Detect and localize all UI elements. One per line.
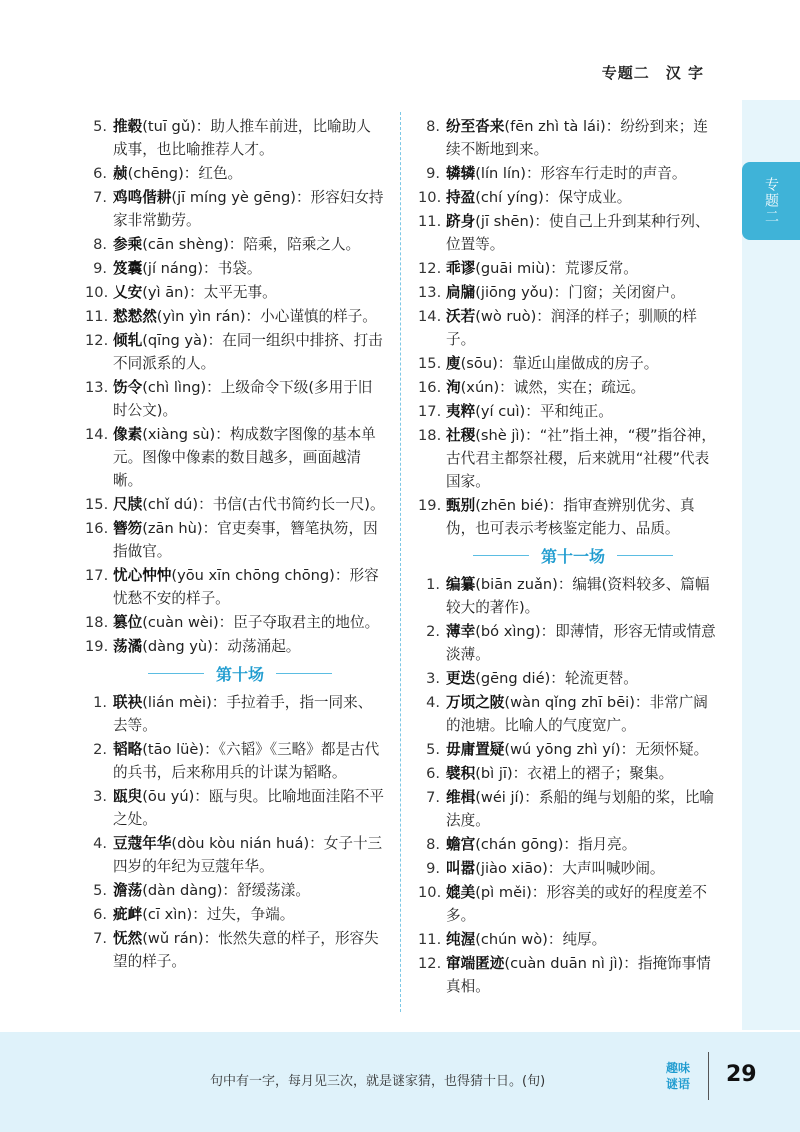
entry-number: 11. xyxy=(418,931,442,948)
entry-body xyxy=(446,952,718,998)
entry-term: 乖谬 xyxy=(446,260,476,277)
vocab-entry xyxy=(85,257,385,280)
entry-term: 叫嚣 xyxy=(446,860,476,877)
page-header: 专题二 汉 字 xyxy=(601,64,704,82)
entry-term: 跻身 xyxy=(446,213,476,230)
entry-number: 15. xyxy=(418,355,442,372)
entry-term: 编纂 xyxy=(446,576,476,593)
entry-body xyxy=(446,667,718,690)
entry-term: 扃牖 xyxy=(446,284,476,301)
vocab-entry xyxy=(85,564,385,610)
entry-term: 辚辚 xyxy=(446,165,476,182)
entry-definition: (fēn zhì tà lái)：纷纷到来；连续不断地到来。 xyxy=(446,118,708,158)
badge-line-2: 谜语 xyxy=(665,1077,690,1091)
vocab-entry xyxy=(85,903,385,926)
entry-body xyxy=(113,903,385,926)
entry-term: 篡位 xyxy=(113,614,143,631)
entry-term: 笈囊 xyxy=(113,260,143,277)
entry-term: 慭慭然 xyxy=(113,308,157,325)
column-divider xyxy=(400,112,401,1012)
entry-body xyxy=(446,210,718,256)
entry-body xyxy=(113,738,385,784)
entry-definition: (wàn qǐng zhī bēi)：非常广阔的池塘。比喻人的气度宽广。 xyxy=(446,694,708,734)
entry-definition: (qīng yà)：在同一组织中排挤、打击不同派系的人。 xyxy=(113,332,383,372)
entry-term: 豆蔻年华 xyxy=(113,835,172,852)
vocab-entry xyxy=(85,879,385,902)
section-rule xyxy=(276,673,332,674)
vocab-entry xyxy=(418,762,718,785)
entry-number: 8. xyxy=(426,836,440,853)
entry-definition: (dàn dàng)：舒缓荡漾。 xyxy=(142,882,310,899)
entry-term: 忧心忡忡 xyxy=(113,567,172,584)
entry-definition: (cuàn wèi)：臣子夺取君主的地位。 xyxy=(142,614,380,631)
vocab-entry xyxy=(85,423,385,492)
entry-definition: (chì lìng)：上级命令下级(多用于旧时公文)。 xyxy=(113,379,373,419)
entry-term: 持盈 xyxy=(446,189,476,206)
entry-definition: (chán gōng)：指月亮。 xyxy=(475,836,637,853)
entry-body xyxy=(113,376,385,422)
entry-term: 更迭 xyxy=(446,670,476,687)
entry-definition: (dòu kòu nián huá)：女子十三四岁的年纪为豆蔻年华。 xyxy=(113,835,383,875)
entry-definition: (ōu yú)：瓯与臾。比喻地面洼陷不平之处。 xyxy=(113,788,385,828)
entry-term: 尺牍 xyxy=(113,496,143,513)
entry-body xyxy=(113,879,385,902)
entry-body xyxy=(446,494,718,540)
entry-term: 万顷之陂 xyxy=(446,694,505,711)
entry-number: 4. xyxy=(426,694,440,711)
entry-term: 纯渥 xyxy=(446,931,476,948)
entry-number: 2. xyxy=(426,623,440,640)
entry-body xyxy=(113,305,385,328)
entry-body xyxy=(446,738,718,761)
entry-term: 纷至沓来 xyxy=(446,118,505,135)
entry-body xyxy=(113,832,385,878)
entry-definition: (chēng)：红色。 xyxy=(127,165,243,182)
vocab-entry xyxy=(418,186,718,209)
entry-body xyxy=(446,257,718,280)
riddle-badge xyxy=(648,1052,709,1100)
entry-term: 蟾宫 xyxy=(446,836,476,853)
entry-term: 夷粹 xyxy=(446,403,476,420)
entry-definition: (jí náng)：书袋。 xyxy=(142,260,262,277)
entry-number: 10. xyxy=(85,284,109,301)
entry-body xyxy=(113,517,385,563)
entry-number: 9. xyxy=(426,165,440,182)
vocab-entry xyxy=(418,424,718,493)
entry-number: 13. xyxy=(418,284,442,301)
vocab-entry xyxy=(85,329,385,375)
entry-body xyxy=(113,691,385,737)
entry-body xyxy=(113,493,385,516)
entry-body xyxy=(446,857,718,880)
entry-definition: (biān zuǎn)：编辑(资料较多、篇幅较大的著作)。 xyxy=(446,576,710,616)
entry-term: 参乘 xyxy=(113,236,143,253)
entry-number: 7. xyxy=(93,189,107,206)
entry-definition: (cān shèng)：陪乘，陪乘之人。 xyxy=(142,236,361,253)
vocab-entry xyxy=(85,305,385,328)
entry-definition: (jī míng yè gēng)：形容妇女持家非常勤劳。 xyxy=(113,189,384,229)
entry-term: 薄幸 xyxy=(446,623,476,640)
entry-number: 6. xyxy=(426,765,440,782)
entry-term: 维楫 xyxy=(446,789,476,806)
entry-definition: (cuàn duān nì jì)：指掩饰事情真相。 xyxy=(446,955,711,995)
entry-definition: (yìn yìn rán)：小心谨慎的样子。 xyxy=(156,308,377,325)
entry-term: 沃若 xyxy=(446,308,476,325)
entry-definition: (xiàng sù)：构成数字图像的基本单元。图像中像素的数目越多，画面越清晰。 xyxy=(113,426,376,489)
entry-number: 6. xyxy=(93,906,107,923)
entry-definition: (chí yíng)：保守成业。 xyxy=(475,189,632,206)
entry-body xyxy=(446,376,718,399)
vocab-entry xyxy=(418,494,718,540)
vocab-entry xyxy=(418,400,718,423)
entry-number: 18. xyxy=(85,614,109,631)
section-rule xyxy=(617,555,673,556)
entry-term: 疵衅 xyxy=(113,906,143,923)
entry-definition: (sōu)：靠近山崖做成的房子。 xyxy=(460,355,659,372)
entry-term: 赪 xyxy=(113,165,128,182)
section-heading xyxy=(428,544,718,567)
entry-number: 9. xyxy=(93,260,107,277)
vocab-entry xyxy=(418,162,718,185)
entry-number: 17. xyxy=(418,403,442,420)
badge-line-1: 趣味 xyxy=(665,1061,690,1075)
vocab-entry xyxy=(85,281,385,304)
entry-number: 5. xyxy=(426,741,440,758)
vocab-entry xyxy=(418,376,718,399)
entry-term: 媲美 xyxy=(446,884,476,901)
entry-number: 16. xyxy=(85,520,109,537)
entry-number: 13. xyxy=(85,379,109,396)
entry-definition: (pì měi)：形容美的或好的程度差不多。 xyxy=(446,884,707,924)
entry-number: 8. xyxy=(93,236,107,253)
entry-body xyxy=(113,611,385,634)
section-heading xyxy=(95,662,385,685)
entry-term: 廋 xyxy=(446,355,461,372)
entry-body xyxy=(446,928,718,951)
vocab-entry xyxy=(85,376,385,422)
vocab-entry xyxy=(418,928,718,951)
entry-term: 倾轧 xyxy=(113,332,143,349)
entry-definition: (jī shēn)：使自己上升到某种行列、位置等。 xyxy=(446,213,710,253)
vocab-entry xyxy=(85,611,385,634)
entry-body xyxy=(113,785,385,831)
entry-term: 像素 xyxy=(113,426,143,443)
section-title: 第十场 xyxy=(215,665,264,684)
vocab-entry xyxy=(418,786,718,832)
entry-definition: (wò ruò)：润泽的样子；驯顺的样子。 xyxy=(446,308,697,348)
entry-term: 澹荡 xyxy=(113,882,143,899)
entry-term: 乂安 xyxy=(113,284,143,301)
vocab-entry xyxy=(85,162,385,185)
vocab-entry xyxy=(418,305,718,351)
entry-number: 3. xyxy=(93,788,107,805)
entry-body xyxy=(113,635,385,658)
entry-body xyxy=(113,329,385,375)
entry-definition: (jiào xiāo)：大声叫喊吵闹。 xyxy=(475,860,665,877)
entry-body xyxy=(446,881,718,927)
vocab-entry xyxy=(418,352,718,375)
entry-number: 15. xyxy=(85,496,109,513)
entry-definition: (bó xìng)：即薄情，形容无情或情意淡薄。 xyxy=(446,623,716,663)
entry-number: 17. xyxy=(85,567,109,584)
entry-body xyxy=(446,186,718,209)
entry-definition: (yí cuì)：平和纯正。 xyxy=(475,403,613,420)
entry-term: 荡潏 xyxy=(113,638,143,655)
entry-number: 8. xyxy=(426,118,440,135)
entry-definition: (lián mèi)：手拉着手，指一同来、去等。 xyxy=(113,694,373,734)
entry-term: 窜端匿迹 xyxy=(446,955,505,972)
entry-number: 12. xyxy=(418,260,442,277)
entry-body xyxy=(113,564,385,610)
entry-body xyxy=(446,762,718,785)
entry-body xyxy=(446,162,718,185)
page-number: 29 xyxy=(726,1062,757,1087)
entry-body xyxy=(446,620,718,666)
vocab-entry xyxy=(85,785,385,831)
entry-number: 16. xyxy=(418,379,442,396)
entry-body xyxy=(446,305,718,351)
entry-term: 簪笏 xyxy=(113,520,143,537)
section-title: 第十一场 xyxy=(540,547,605,566)
entry-body xyxy=(446,573,718,619)
vocab-entry xyxy=(85,832,385,878)
vocab-entry xyxy=(85,927,385,973)
entry-body xyxy=(113,927,385,973)
entry-number: 14. xyxy=(85,426,109,443)
vocab-entry xyxy=(85,493,385,516)
entry-term: 社稷 xyxy=(446,427,476,444)
chapter-tab: 专题二 xyxy=(742,162,800,240)
entry-number: 7. xyxy=(426,789,440,806)
entry-definition: (wǔ rán)：怅然失意的样子，形容失望的样子。 xyxy=(113,930,379,970)
vocab-entry xyxy=(418,210,718,256)
entry-number: 5. xyxy=(93,118,107,135)
entry-number: 14. xyxy=(418,308,442,325)
entry-term: 推毂 xyxy=(113,118,143,135)
footer xyxy=(0,1032,800,1132)
vocab-entry xyxy=(85,635,385,658)
entry-number: 19. xyxy=(418,497,442,514)
entry-definition: (guāi miù)：荒谬反常。 xyxy=(475,260,638,277)
right-column xyxy=(418,115,718,999)
entry-term: 襞积 xyxy=(446,765,476,782)
entry-definition: (jiōng yǒu)：门窗；关闭窗户。 xyxy=(475,284,685,301)
entry-body xyxy=(446,400,718,423)
entry-body xyxy=(446,115,718,161)
entry-definition: (tāo lüè)：《六韬》《三略》都是古代的兵书，后来称用兵的计谋为韬略。 xyxy=(113,741,380,781)
entry-body xyxy=(113,162,385,185)
entry-term: 毋庸置疑 xyxy=(446,741,505,758)
vocab-entry xyxy=(418,952,718,998)
entry-number: 12. xyxy=(85,332,109,349)
entry-definition: (zān hù)：官吏奏事，簪笔执笏，因指做官。 xyxy=(113,520,378,560)
vocab-entry xyxy=(418,281,718,304)
entry-term: 鸡鸣偕耕 xyxy=(113,189,172,206)
riddle-text: 句中有一字，每月见三次，就是谜家猜，也得猜十日。(旬) xyxy=(210,1074,546,1089)
entry-body xyxy=(113,115,385,161)
left-column xyxy=(85,115,385,974)
entry-term: 韬略 xyxy=(113,741,143,758)
entry-body xyxy=(113,423,385,492)
entry-number: 12. xyxy=(418,955,442,972)
entry-definition: (gēng dié)：轮流更替。 xyxy=(475,670,638,687)
vocab-entry xyxy=(418,257,718,280)
entry-number: 3. xyxy=(426,670,440,687)
entry-body xyxy=(446,424,718,493)
vocab-entry xyxy=(418,881,718,927)
entry-body xyxy=(446,833,718,856)
entry-term: 甄别 xyxy=(446,497,476,514)
vocab-entry xyxy=(85,186,385,232)
entry-number: 1. xyxy=(93,694,107,711)
section-rule xyxy=(473,555,529,556)
entry-body xyxy=(446,786,718,832)
entry-definition: (chún wò)：纯厚。 xyxy=(475,931,607,948)
entry-number: 5. xyxy=(93,882,107,899)
vocab-entry xyxy=(418,667,718,690)
entry-body xyxy=(446,281,718,304)
entry-term: 怃然 xyxy=(113,930,143,947)
entry-number: 10. xyxy=(418,189,442,206)
entry-number: 7. xyxy=(93,930,107,947)
entry-term: 联袂 xyxy=(113,694,143,711)
vocab-entry xyxy=(85,738,385,784)
vocab-entry xyxy=(418,115,718,161)
entry-number: 6. xyxy=(93,165,107,182)
entry-definition: (bì jī)：衣裙上的褶子；聚集。 xyxy=(475,765,674,782)
vocab-entry xyxy=(85,517,385,563)
entry-number: 19. xyxy=(85,638,109,655)
entry-definition: (cī xìn)：过失，争端。 xyxy=(142,906,295,923)
entry-number: 18. xyxy=(418,427,442,444)
vocab-entry xyxy=(418,573,718,619)
entry-number: 1. xyxy=(426,576,440,593)
vocab-entry xyxy=(85,691,385,737)
entry-number: 2. xyxy=(93,741,107,758)
entry-body xyxy=(113,186,385,232)
entry-body xyxy=(446,352,718,375)
entry-number: 10. xyxy=(418,884,442,901)
entry-definition: (yōu xīn chōng chōng)：形容忧愁不安的样子。 xyxy=(113,567,379,607)
entry-number: 9. xyxy=(426,860,440,877)
vocab-entry xyxy=(418,691,718,737)
vocab-entry xyxy=(85,115,385,161)
vocab-entry xyxy=(418,833,718,856)
entry-body xyxy=(113,257,385,280)
section-rule xyxy=(148,673,204,674)
vocab-entry xyxy=(418,620,718,666)
entry-term: 洵 xyxy=(446,379,461,396)
entry-term: 饬令 xyxy=(113,379,143,396)
entry-number: 4. xyxy=(93,835,107,852)
entry-number: 11. xyxy=(85,308,109,325)
entry-definition: (lín lín)：形容车行走时的声音。 xyxy=(475,165,687,182)
entry-body xyxy=(113,281,385,304)
entry-body xyxy=(113,233,385,256)
entry-definition: (yì ān)：太平无事。 xyxy=(142,284,277,301)
entry-definition: (tuī gǔ)：助人推车前进，比喻助人成事，也比喻推荐人才。 xyxy=(113,118,371,158)
entry-term: 瓯臾 xyxy=(113,788,143,805)
vocab-entry xyxy=(85,233,385,256)
entry-definition: (dàng yù)：动荡涌起。 xyxy=(142,638,301,655)
vocab-entry xyxy=(418,738,718,761)
entry-definition: (shè jì)：“社”指土神，“稷”指谷神，古代君主都祭社稷，后来就用“社稷”代表国家。 xyxy=(446,427,716,490)
entry-definition: (wéi jí)：系船的绳与划船的桨，比喻法度。 xyxy=(446,789,715,829)
entry-body xyxy=(446,691,718,737)
entry-number: 11. xyxy=(418,213,442,230)
entry-definition: (xún)：诚然，实在；疏远。 xyxy=(460,379,646,396)
entry-definition: (wú yōng zhì yí)：无须怀疑。 xyxy=(504,741,709,758)
entry-definition: (zhēn bié)：指审查辨别优劣、真伪，也可表示考核鉴定能力、品质。 xyxy=(446,497,695,537)
vocab-entry xyxy=(418,857,718,880)
entry-definition: (chǐ dú)：书信(古代书简约长一尺)。 xyxy=(142,496,385,513)
